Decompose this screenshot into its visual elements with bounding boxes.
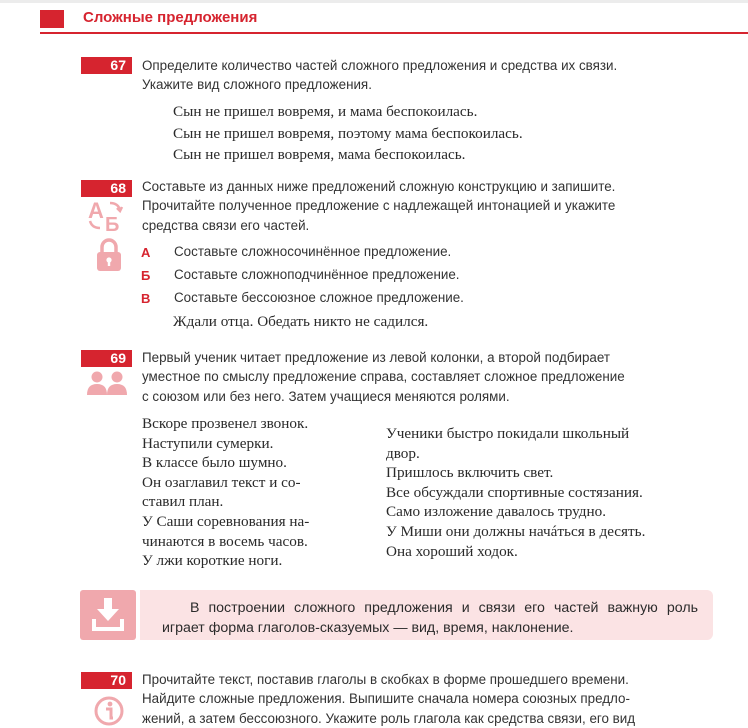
left-column-line: чинаются в восемь часов. [142,532,308,550]
exercise-number-69: 69 [81,350,132,367]
left-column-line: ставил план. [142,493,224,511]
example-sentence: Сын не пришел вовремя, и мама беспокоилась. [173,103,478,120]
exercise-number-67: 67 [81,57,132,74]
exercise-67-task-line-1: Определите количество частей сложного предложения и средства их связи. [142,58,618,73]
exercise-68-task [142,177,728,235]
exercise-67-task-line-2: Укажите вид сложного предложения. [142,77,372,93]
download-tray-icon [92,597,124,633]
exercise-number-70: 70 [81,672,132,689]
left-column-line: Вскоре прозвенел звонок. [142,415,309,432]
right-column-line: двор. [386,444,420,462]
exercise-69-task-line-3: с союзом или без него. Затем учащиеся меняются ролями. [142,388,510,404]
right-column-line: Все обсуждали спортивные состязания. [386,483,643,501]
exercise-70-task-line-2: Найдите сложные предложения. Выпишите сначала номера союзных предло- [142,691,630,707]
svg-text:Б: Б [105,214,120,233]
exercise-68-task-line-1: Составьте из данных ниже предложений сложную конструкцию и запишите. [142,179,616,194]
left-column-line: Наступили сумерки. [142,434,274,452]
option-text-v: Составьте бессоюзное сложное предложение. [174,290,464,305]
right-column-line: Она хороший ходок. [386,542,518,560]
rule-line-2: роль играет форма глаголов-сказуемых — вид, время, наклонение. [162,600,698,636]
section-title: Сложные предложения [83,9,258,26]
left-column-line: Он озаглавил текст и со- [142,473,301,491]
pair-work-icon [86,370,128,396]
left-column-line: У лжи короткие ноги. [142,552,283,570]
example-sentence: Сын не пришел вовремя, мама беспокоилась. [173,146,466,163]
exercise-68-task-line-3: средства связи его частей. [142,217,310,233]
option-letter-a: А [141,245,151,260]
rule-line-1: В построении сложного предложения и связи его частей важную [190,600,658,616]
section-header [40,8,748,34]
left-column-line: У Саши соревнования на- [142,512,310,530]
exercise-69-task-line-2: уместное по смыслу предложение справа, составляет сложное предложение [142,369,625,385]
exercise-70-task [142,670,728,728]
left-column-line: В классе было шумно. [142,454,287,472]
exercise-number-68: 68 [81,180,132,197]
option-letter-b: Б [141,268,151,283]
option-text-b: Составьте сложноподчинённое предложение. [174,267,460,282]
exercise-69-task [142,348,728,406]
padlock-icon [95,238,123,272]
right-column-line: У Миши они должны начáться в десять. [386,522,646,540]
top-border [0,0,748,3]
language-letters-icon [86,197,130,233]
option-text-a: Составьте сложносочинённое предложение. [174,244,452,259]
rule-icon-box [80,590,136,640]
svg-text:A: A [88,198,104,223]
exercise-69-left-column [142,414,309,571]
exercise-68-task-line-2: Прочитайте полученное предложение с надлежащей интонацией и укажите [142,198,616,214]
right-column-line: Ученики быстро покидали школьный [386,425,630,442]
exercise-69-task-line-1: Первый ученик читает предложение из левой колонки, а второй подбирает [142,350,611,365]
option-letter-v: В [141,291,151,306]
exercise-68-sentence: Ждали отца. Обедать никто не садился. [173,313,429,330]
exercise-70-task-line-3: жений, а затем бессоюзного. Укажите роль глагола как средства связи, его вид [142,710,636,726]
exercise-67-examples [173,101,523,166]
exercise-67-task [142,56,728,95]
exercise-70-task-line-1: Прочитайте текст, поставив глаголы в скобках в форме прошедшего времени. [142,672,629,687]
right-column-line: Пришлось включить свет. [386,464,554,482]
rule-text [162,598,698,638]
section-marker [40,10,64,28]
exercise-69-right-column [386,424,645,561]
example-sentence: Сын не пришел вовремя, поэтому мама беспокоилась. [173,124,523,142]
info-icon [94,696,124,726]
right-column-line: Само изложение давалось трудно. [386,503,607,521]
